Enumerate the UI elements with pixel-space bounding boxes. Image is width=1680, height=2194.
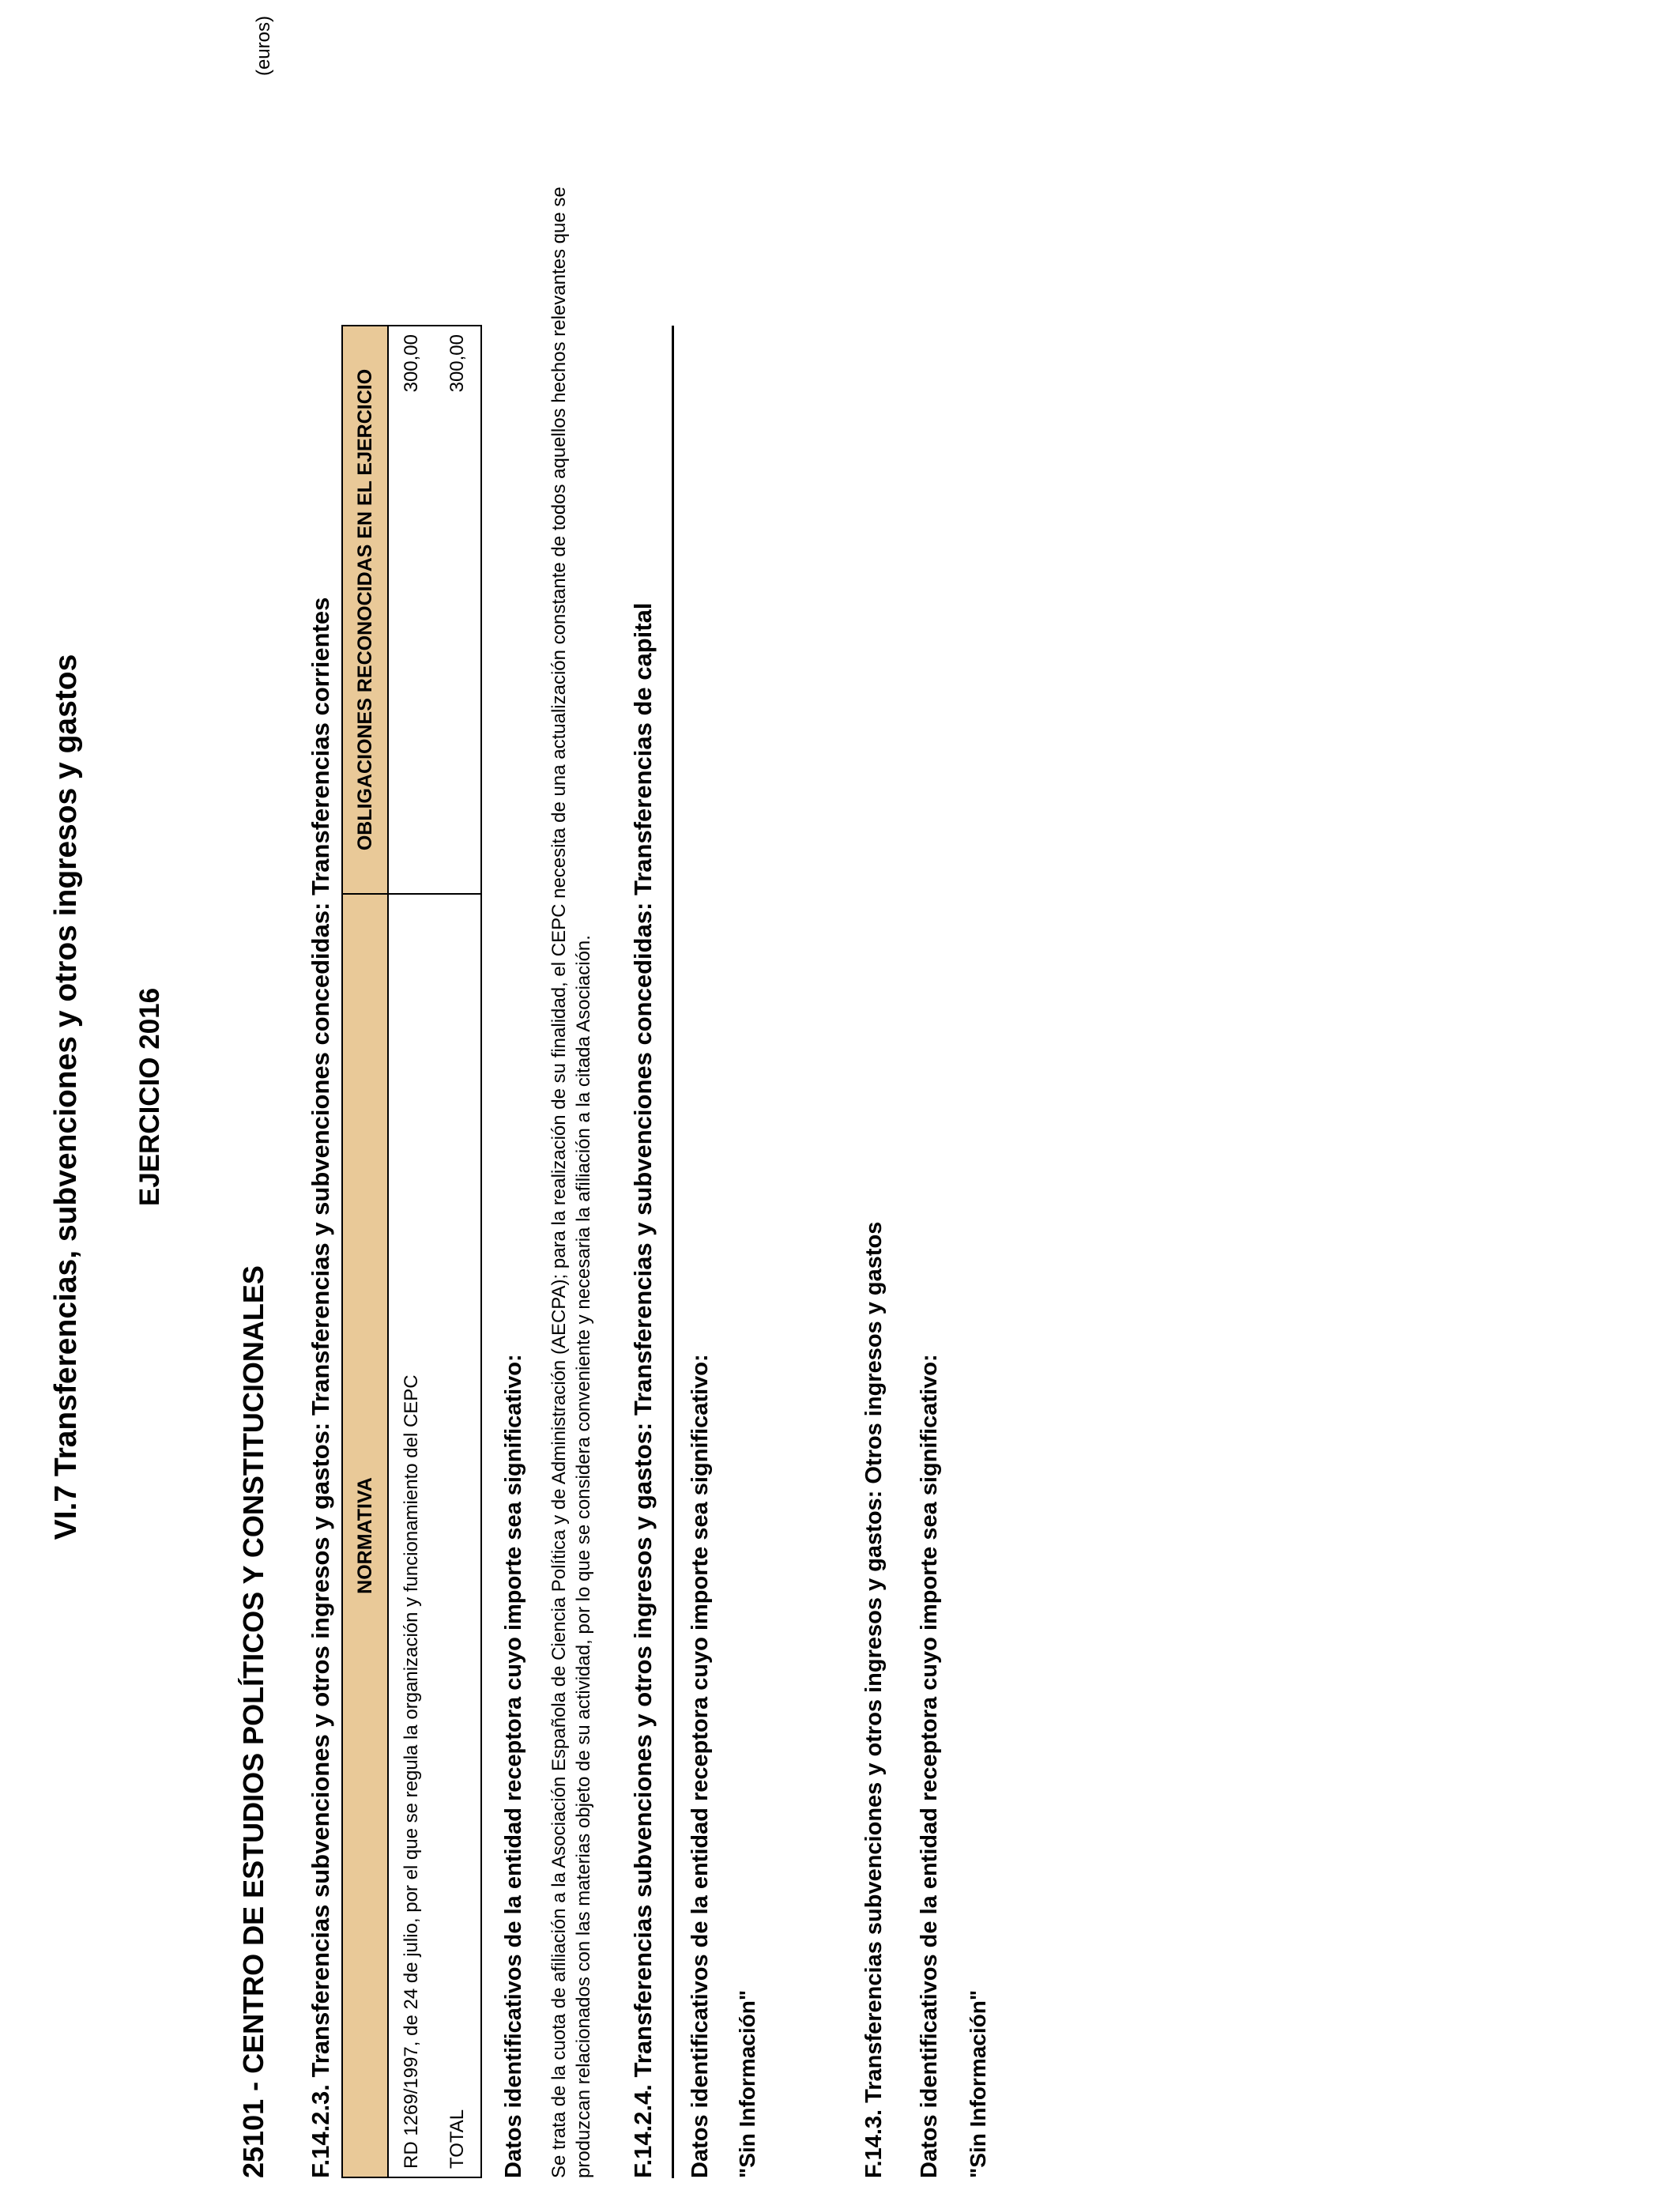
table-row xyxy=(389,326,435,2177)
recipient-heading-current: Datos identificativos de la entidad receptora cuyo importe sea significativo: xyxy=(501,1354,526,2178)
no-info-capital: "Sin Información" xyxy=(735,1989,759,2178)
page-title: VI.7 Transferencias, subvenciones y otros ingresos y gastos xyxy=(49,654,83,1540)
table-cell-amount: 300,00 xyxy=(401,334,422,393)
table-header-row xyxy=(343,326,389,2177)
entity-heading: 25101 - CENTRO DE ESTUDIOS POLÍTICOS Y CONSTITUCIONALES xyxy=(237,1265,269,2178)
transfers-table xyxy=(341,325,482,2178)
column-header-normativa: NORMATIVA xyxy=(343,893,387,2177)
units-label: (euros) xyxy=(253,16,274,77)
table-cell-total-label: TOTAL xyxy=(435,893,480,2177)
section-capital-heading: F.14.2.4. Transferencias subvenciones y otros ingresos y gastos: Transferencias y subvenciones concedidas: Transferencias de capital xyxy=(629,602,657,2178)
section-divider xyxy=(672,326,674,2178)
recipient-description: Se trata de la cuota de afiliación a la Asociación Española de Ciencia Política y de Administración (AECPA); para la realización de su finalidad, el CEPC necesita de una actualización constante de todos aquellos hechos relevantes que se produzcan relacionados con las materias objeto de su actividad, por lo que se considera conveniente y necesaria la afiliación a la citada Asociación. xyxy=(548,187,594,2178)
table-row-total xyxy=(435,326,480,2177)
table-cell-normativa: RD 1269/1997, de 24 de julio, por el que se regula la organización y funcionamiento del CEPC xyxy=(389,893,435,2177)
recipient-heading-capital: Datos identificativos de la entidad receptora cuyo importe sea significativo: xyxy=(687,1354,713,2178)
recipient-heading-other: Datos identificativos de la entidad receptora cuyo importe sea significativo: xyxy=(917,1354,942,2178)
section-other-heading: F.14.3. Transferencias subvenciones y otros ingresos y gastos: Otros ingresos y gastos xyxy=(861,1221,887,2178)
no-info-other: "Sin Información" xyxy=(966,1989,990,2178)
section-current-heading: F.14.2.3. Transferencias subvenciones y otros ingresos y gastos: Transferencias y subvenciones concedidas: Transferencias corrientes xyxy=(307,597,334,2178)
exercise-year: EJERCICIO 2016 xyxy=(134,987,165,1207)
column-header-obligaciones: OBLIGACIONES RECONOCIDAS EN EL EJERCICIO xyxy=(353,368,376,851)
table-cell-total-amount: 300,00 xyxy=(446,334,468,393)
